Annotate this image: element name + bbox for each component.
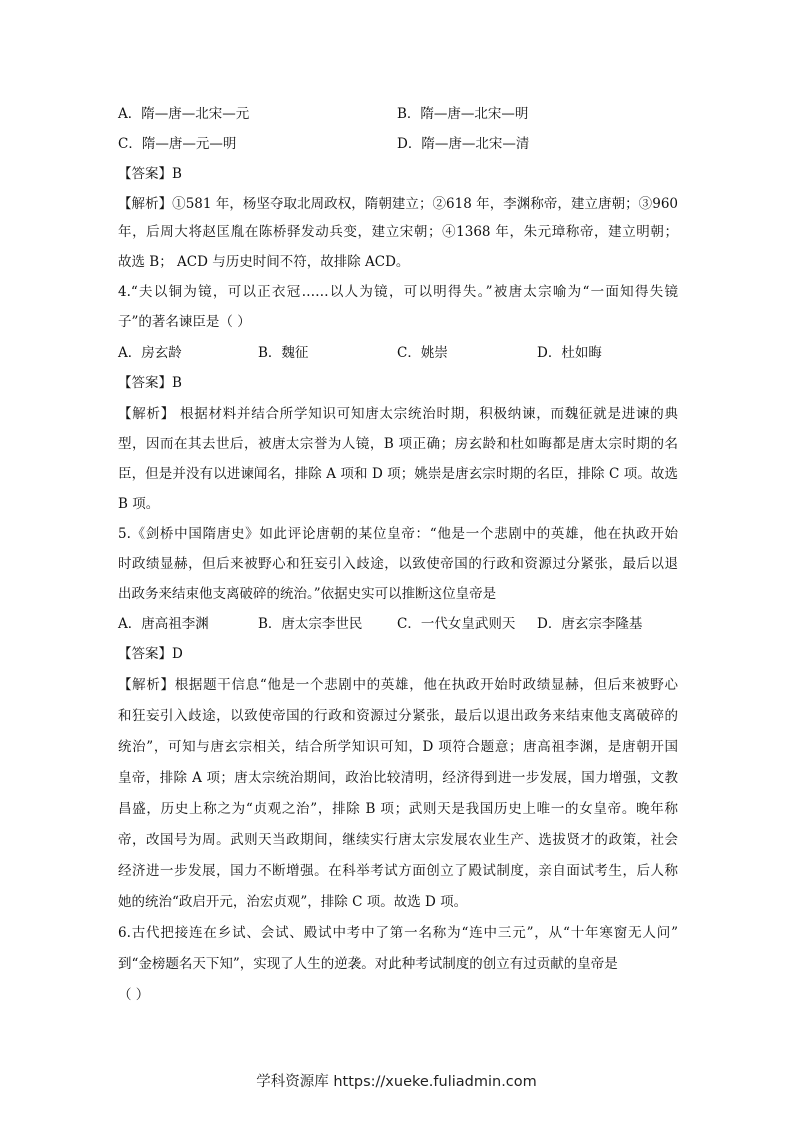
q3-option-c: C．隋—唐—元—明 (118, 136, 237, 152)
q4-option-d: D．杜如晦 (537, 345, 602, 361)
q5-option-d: D．唐玄宗李隆基 (537, 616, 643, 632)
footer-watermark: 学科资源库 https://xueke.fuliadmin.com (256, 1074, 537, 1090)
q4-stem-line: 子”的著名谏臣是（ ） (118, 314, 251, 330)
q5-stem-line: 5.《剑桥中国隋唐史》如此评论唐朝的某位皇帝：“他是一个悲剧中的英雄，他在执政开始 (118, 526, 678, 542)
q4-analysis-line: 臣，但是并没有以进谏闻名，排除 A 项和 D 项；姚崇是唐玄宗时期的名臣，排除 C 项。故选 (118, 466, 678, 482)
q5-option-c: C．一代女皇武则天 (397, 616, 516, 632)
q4-option-c: C．姚崇 (397, 345, 448, 361)
q6-stem-line: 到“金榜题名天下知”，实现了人生的逆袭。对此种考试制度的创立有过贡献的皇帝是 (118, 956, 618, 972)
q5-option-a: A．唐高祖李渊 (118, 616, 209, 632)
q5-analysis-line: 和狂妄引入歧途，以致使帝国的行政和资源过分紧张，最后以退出政务来结束他支离破碎的 (118, 708, 678, 724)
q3-option-d: D．隋—唐—北宋—清 (397, 136, 530, 152)
q3-option-a: A．隋—唐—北宋—元 (118, 106, 250, 122)
q5-analysis-line: 经济进一步发展，国力不断增强。在科举考试方面创立了殿试制度，亲自面试考生，后人称 (118, 863, 678, 879)
q3-option-b: B．隋—唐—北宋—明 (397, 106, 529, 122)
q5-stem-line: 出政务来结束他支离破碎的统治。”依据史实可以推断这位皇帝是 (118, 586, 497, 602)
q4-stem-line: 4.“夫以铜为镜，可以正衣冠……以人为镜，可以明得失。”被唐太宗喻为“一面知得失镜 (118, 284, 678, 300)
q4-analysis-line: 【解析】 根据材料并结合所学知识可知唐太宗统治时期，积极纳谏，而魏征就是进谏的典 (118, 406, 678, 422)
q3-analysis-line: 年，后周大将赵匡胤在陈桥驿发动兵变，建立宋朝；④1368 年，朱元璋称帝，建立明朝； (118, 224, 678, 240)
q6-stem-line: 6.古代把接连在乡试、会试、殿试中考中了第一名称为“连中三元”，从“十年寒窗无人问” (118, 925, 678, 941)
q5-analysis-line: 皇帝，排除 A 项；唐太宗统治期间，政治比较清明，经济得到进一步发展，国力增强，文教 (118, 770, 678, 786)
q4-option-a: A．房玄龄 (118, 345, 182, 361)
q3-analysis-line: 故选 B； ACD 与历史时间不符，故排除 ACD。 (118, 254, 410, 270)
q4-answer: 【答案】B (118, 375, 182, 391)
q5-analysis-line: 统治”，可知与唐玄宗相关，结合所学知识可知，D 项符合题意；唐高祖李渊，是唐朝开国 (118, 739, 678, 755)
q3-analysis-line: 【解析】①581 年，杨坚夺取北周政权，隋朝建立；②618 年，李渊称帝，建立唐朝；③960 (118, 196, 678, 212)
q4-analysis-line: 型，因而在其去世后，被唐太宗誉为人镜，B 项正确；房玄龄和杜如晦都是唐太宗时期的名 (118, 436, 678, 452)
q5-stem-line: 时政绩显赫，但后来被野心和狂妄引入歧途，以致使帝国的行政和资源过分紧张，最后以退 (118, 556, 678, 572)
q5-analysis-line: 帝，改国号为周。武则天当政期间，继续实行唐太宗发展农业生产、选拔贤才的政策，社会 (118, 832, 678, 848)
q5-analysis-line: 昌盛，历史上称之为“贞观之治”，排除 B 项；武则天是我国历史上唯一的女皇帝。晚年称 (118, 801, 678, 817)
q5-analysis-line: 她的统治“政启开元，治宏贞观”，排除 C 项。故选 D 项。 (118, 894, 468, 910)
q5-option-b: B．唐太宗李世民 (258, 616, 363, 632)
q4-analysis-line: B 项。 (118, 496, 160, 512)
q5-answer: 【答案】D (118, 646, 183, 662)
q6-stem-line: （ ） (118, 987, 150, 1003)
q3-answer: 【答案】B (118, 166, 182, 182)
q4-option-b: B．魏征 (258, 345, 309, 361)
q5-analysis-line: 【解析】根据题干信息“他是一个悲剧中的英雄，他在执政开始时政绩显赫，但后来被野心 (118, 677, 678, 693)
